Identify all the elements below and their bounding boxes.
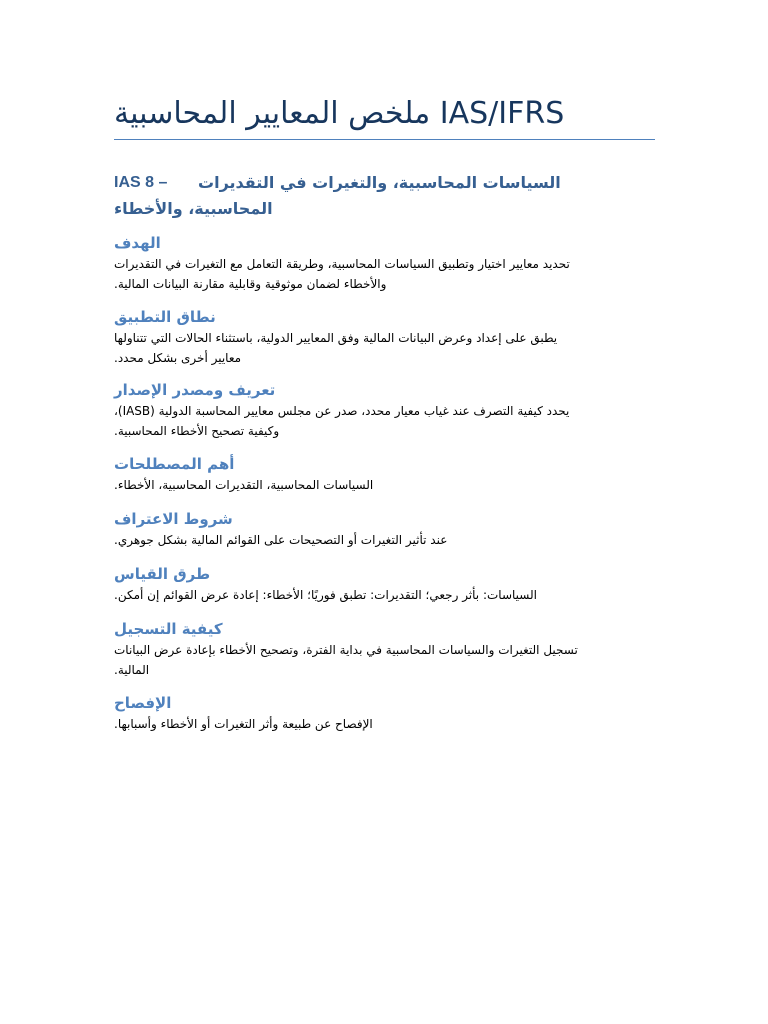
page-title: ملخص المعايير المحاسبية IAS/IFRS [114, 96, 565, 131]
section-text-line: معايير أخرى بشكل محدد. [114, 351, 242, 365]
section-key-terms [114, 453, 655, 495]
section-text-line: تحديد معايير اختيار وتطبيق السياسات المحاسبية، وطريقة التعامل مع التغيرات في التقديرات [114, 257, 570, 271]
section-heading: نطاق التطبيق [114, 308, 216, 326]
section-text-line: يحدد كيفية التصرف عند غياب معيار محدد، صدر عن مجلس معايير المحاسبة الدولية (IASB)، [114, 404, 570, 418]
section-text-line: وكيفية تصحيح الأخطاء المحاسبية. [114, 424, 280, 438]
section-text-line: الإفصاح عن طبيعة وأثر التغيرات أو الأخطاء وأسبابها. [114, 717, 373, 731]
section-heading: طرق القياس [114, 565, 211, 583]
section-text-line: المالية. [114, 663, 150, 677]
section-heading: تعريف ومصدر الإصدار [114, 381, 276, 399]
section-disclosure [114, 692, 655, 734]
section-definition-source [114, 379, 655, 441]
standard-title-line1: السياسات المحاسبية، والتغيرات في التقديرات [198, 173, 561, 192]
standard-heading [114, 170, 655, 222]
section-heading: الإفصاح [114, 694, 172, 712]
section-heading: شروط الاعتراف [114, 510, 233, 528]
section-text-line: عند تأثير التغيرات أو التصحيحات على القوائم المالية بشكل جوهري. [114, 533, 448, 547]
section-text-line: السياسات المحاسبية، التقديرات المحاسبية، الأخطاء. [114, 478, 374, 492]
section-scope [114, 306, 655, 368]
section-heading: كيفية التسجيل [114, 620, 223, 638]
standard-code: IAS 8 – [114, 174, 168, 191]
section-measurement [114, 563, 655, 605]
section-heading: الهدف [114, 234, 161, 252]
section-objective [114, 232, 655, 294]
section-text-line: تسجيل التغيرات والسياسات المحاسبية في بداية الفترة، وتصحيح الأخطاء بإعادة عرض البيانات [114, 643, 578, 657]
section-heading: أهم المصطلحات [114, 455, 235, 473]
title-divider [114, 139, 655, 140]
section-text-line: يطبق على إعداد وعرض البيانات المالية وفق المعايير الدولية، باستثناء الحالات التي تتناولها [114, 331, 558, 345]
section-text-line: السياسات: بأثر رجعي؛ التقديرات: تطبق فوريًا؛ الأخطاء: إعادة عرض القوائم إن أمكن. [114, 588, 537, 602]
standard-title-line2: المحاسبية، والأخطاء [114, 199, 273, 218]
section-recording [114, 618, 655, 680]
section-recognition [114, 508, 655, 550]
section-text-line: والأخطاء لضمان موثوقية وقابلية مقارنة البيانات المالية. [114, 277, 387, 291]
